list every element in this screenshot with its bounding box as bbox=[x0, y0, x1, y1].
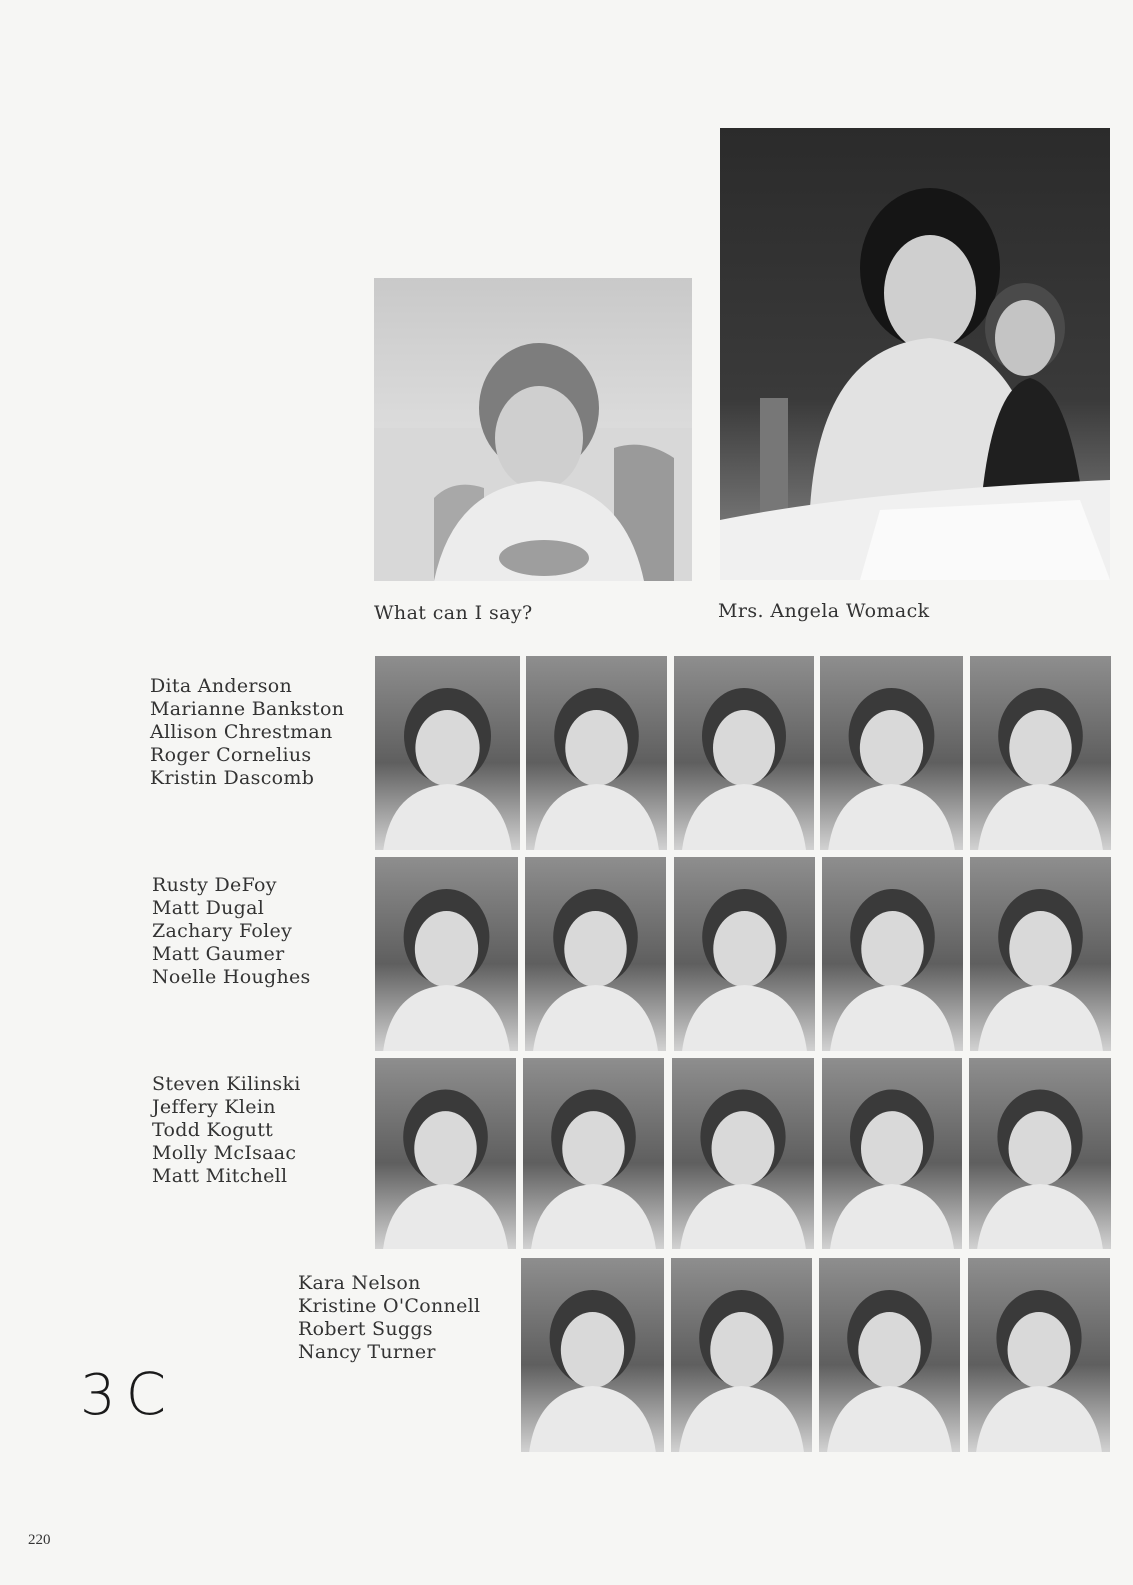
portrait-silhouette bbox=[674, 656, 814, 850]
student-name: Todd Kogutt bbox=[152, 1119, 274, 1141]
candid-caption-teacher: Mrs. Angela Womack bbox=[718, 600, 930, 622]
student-name: Nancy Turner bbox=[298, 1341, 436, 1363]
portrait-silhouette bbox=[819, 1258, 960, 1452]
portrait-silhouette bbox=[674, 857, 815, 1051]
portrait-silhouette bbox=[375, 1058, 516, 1249]
portrait-silhouette bbox=[671, 1258, 812, 1452]
student-name: Matt Gaumer bbox=[152, 943, 285, 965]
class-section: C bbox=[125, 1360, 173, 1428]
student-name: Matt Mitchell bbox=[152, 1165, 288, 1187]
student-portrait bbox=[674, 857, 815, 1051]
name-list-row-4 bbox=[298, 1272, 480, 1364]
student-portrait bbox=[968, 1258, 1110, 1452]
student-name: Kara Nelson bbox=[298, 1272, 421, 1294]
page-number: 220 bbox=[28, 1532, 51, 1548]
candid-photo-teacher bbox=[720, 128, 1110, 580]
student-name: Jeffery Klein bbox=[152, 1096, 276, 1118]
name-list-row-2 bbox=[152, 874, 311, 989]
portrait-silhouette bbox=[375, 656, 520, 850]
name-list-row-3 bbox=[152, 1073, 301, 1188]
student-portrait bbox=[672, 1058, 814, 1249]
student-name: Allison Chrestman bbox=[150, 721, 333, 743]
student-name: Rusty DeFoy bbox=[152, 874, 277, 896]
student-name: Noelle Houghes bbox=[152, 966, 311, 988]
student-name: Dita Anderson bbox=[150, 675, 293, 697]
portrait-silhouette bbox=[968, 1258, 1110, 1452]
student-portrait bbox=[525, 857, 666, 1051]
candid-caption-student: What can I say? bbox=[374, 602, 533, 624]
student-name: Zachary Foley bbox=[152, 920, 293, 942]
student-name: Marianne Bankston bbox=[150, 698, 345, 720]
portrait-silhouette bbox=[525, 857, 666, 1051]
candid-photo-student bbox=[374, 278, 692, 581]
student-portrait bbox=[970, 656, 1111, 850]
portrait-silhouette bbox=[526, 656, 667, 850]
student-name: Steven Kilinski bbox=[152, 1073, 301, 1095]
portrait-silhouette bbox=[969, 1058, 1111, 1249]
portrait-silhouette bbox=[523, 1058, 664, 1249]
student-portrait bbox=[674, 656, 814, 850]
portrait-silhouette bbox=[820, 656, 963, 850]
student-name: Kristine O'Connell bbox=[298, 1295, 481, 1317]
student-portrait bbox=[523, 1058, 664, 1249]
portrait-silhouette bbox=[375, 857, 518, 1051]
student-name: Robert Suggs bbox=[298, 1318, 433, 1340]
student-portrait bbox=[969, 1058, 1111, 1249]
portrait-silhouette bbox=[521, 1258, 664, 1452]
student-portrait bbox=[671, 1258, 812, 1452]
student-name: Kristin Dascomb bbox=[150, 767, 315, 789]
class-label bbox=[80, 1360, 172, 1428]
portrait-silhouette bbox=[822, 1058, 962, 1249]
portrait-silhouette bbox=[970, 656, 1111, 850]
student-portrait bbox=[970, 857, 1111, 1051]
portrait-silhouette bbox=[970, 857, 1111, 1051]
student-name: Molly McIsaac bbox=[152, 1142, 297, 1164]
student-portrait bbox=[819, 1258, 960, 1452]
student-portrait bbox=[526, 656, 667, 850]
student-portrait bbox=[820, 656, 963, 850]
student-portrait bbox=[375, 1058, 516, 1249]
student-portrait bbox=[375, 857, 518, 1051]
student-name: Matt Dugal bbox=[152, 897, 265, 919]
student-portrait bbox=[375, 656, 520, 850]
portrait-silhouette bbox=[672, 1058, 814, 1249]
name-list-row-1 bbox=[150, 675, 344, 790]
student-portrait bbox=[822, 857, 963, 1051]
portrait-silhouette bbox=[822, 857, 963, 1051]
student-portrait bbox=[521, 1258, 664, 1452]
class-grade: 3 bbox=[80, 1363, 122, 1428]
student-portrait bbox=[822, 1058, 962, 1249]
student-name: Roger Cornelius bbox=[150, 744, 312, 766]
